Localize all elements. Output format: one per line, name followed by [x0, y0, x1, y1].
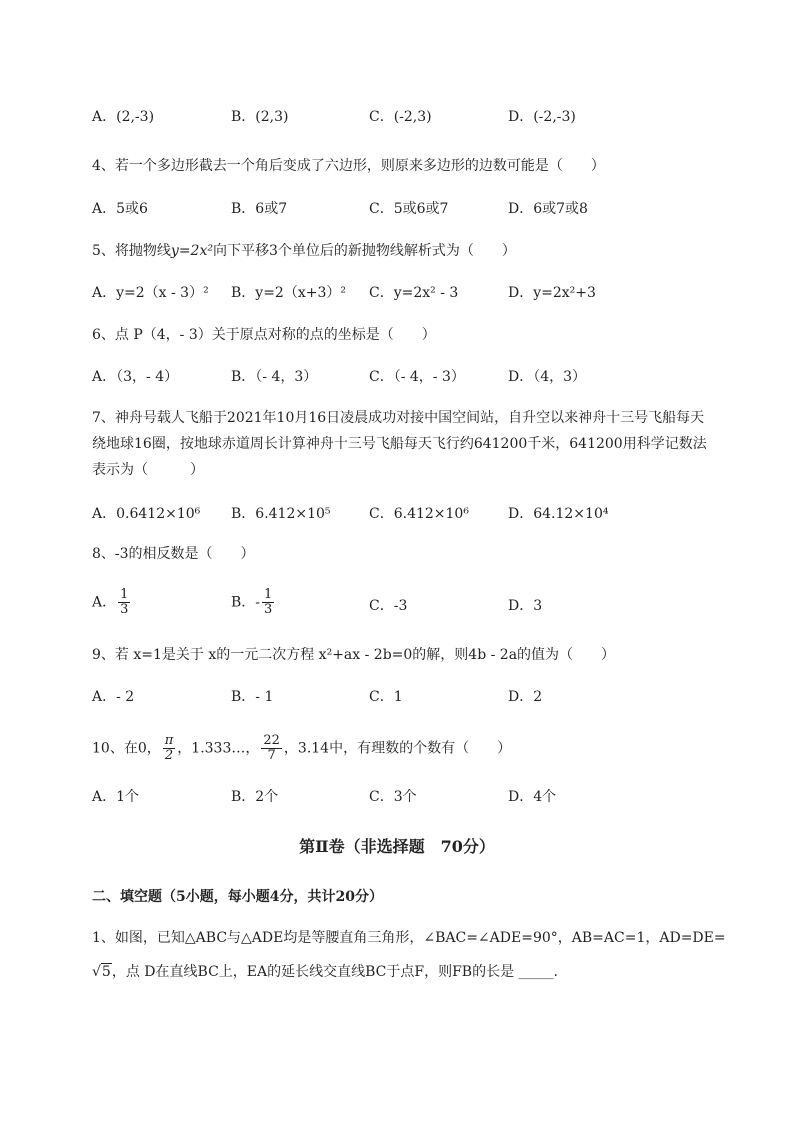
q10-fraction-denominator: 7: [267, 748, 276, 763]
q8-stem: 8、-3的相反数是（ ）: [92, 546, 255, 562]
q9-option-a: A．- 2: [92, 689, 135, 705]
q8-option-b-label: B．-: [231, 594, 261, 611]
q4-option-b: B．6或7: [231, 201, 288, 217]
q6-option-d: D．（4，3）: [508, 369, 587, 385]
q6-option-a: A．（3，- 4）: [92, 369, 179, 385]
q7-option-a: A．0.6412×10⁶: [92, 506, 201, 522]
q5-option-b: B．y=2（x+3）²: [231, 285, 346, 301]
q10-option-c: C．3个: [369, 789, 417, 805]
q9-option-b: B．- 1: [231, 689, 274, 705]
q5-option-c: C．y=2x² - 3: [369, 285, 459, 301]
q8-option-d: D．3: [508, 598, 543, 614]
q8-b-numerator: 1: [264, 587, 273, 602]
q8-a-numerator: 1: [120, 587, 129, 602]
q4-option-a: A．5或6: [92, 201, 148, 217]
q6-option-b: B．（- 4，3）: [231, 369, 318, 385]
q9-stem: 9、若 x=1是关于 x的一元二次方程 x²+ax - 2b=0的解，则4b - 2a的值为（ ）: [92, 647, 616, 663]
fill1-stem-line2: [92, 962, 558, 982]
q5-stem: [92, 241, 516, 261]
q10-option-a: A．1个: [92, 789, 140, 805]
q4-stem: 4、若一个多边形截去一个角后变成了六边形，则原来多边形的边数可能是（ ）: [92, 158, 605, 174]
q10-stem-post: ，3.14中，有理数的个数有（ ）: [283, 740, 512, 757]
q8-option-a: [92, 588, 132, 617]
q4-option-c: C．5或6或7: [369, 201, 449, 217]
q3-option-b: B．(2,3): [231, 109, 289, 125]
q5-option-a: A．y=2（x - 3）²: [92, 285, 209, 301]
q5-stem-pre: 5、将抛物线: [92, 243, 171, 259]
q6-option-c: C．（- 4，- 3）: [369, 369, 465, 385]
q5-option-d: D．y=2x²+3: [508, 285, 596, 301]
q8-option-c: C．-3: [369, 598, 408, 614]
q3-option-a: A．(2,-3): [92, 109, 155, 125]
q10-pi-numerator: π: [164, 733, 174, 748]
fill1-stem-line2-text: ，点 D在直线BC上，EA的延长线交直线BC于点F，则FB的长是 _____.: [111, 964, 558, 980]
q7-option-c: C．6.412×10⁶: [369, 506, 469, 522]
q7-stem-line1: 7、神舟号载人飞船于2021年10月16日凌晨成功对接中国空间站，自升空以来神舟十三号飞船每天: [92, 410, 705, 426]
q7-stem-line3: 表示为（ ）: [92, 462, 204, 478]
q8-option-b-fraction: [262, 588, 274, 617]
q10-stem-pre: 10、在0，: [92, 740, 161, 757]
q10-stem-mid: ，1.333…，: [177, 740, 260, 757]
q3-option-d: D．(-2,-3): [508, 109, 576, 125]
q9-option-c: C．1: [369, 689, 403, 705]
q6-stem: 6、点 P（4，- 3）关于原点对称的点的坐标是（ ）: [92, 327, 436, 343]
q10-fraction-numerator: 22: [263, 733, 280, 748]
sqrt-symbol: √5: [92, 964, 111, 980]
fill1-stem-line1: 1、如图，已知△ABC与△ADE均是等腰直角三角形，∠BAC=∠ADE=90°，AB=AC=1，AD=DE=: [92, 930, 726, 946]
q5-stem-post: 向下平移3个单位后的新抛物线解析式为（ ）: [212, 243, 516, 259]
section-header-fill-in: 二、填空题（5小题，每小题4分，共计20分）: [92, 889, 383, 905]
q5-stem-func: y=2x²: [170, 243, 213, 259]
q10-pi-denominator: 2: [164, 748, 174, 763]
q8-option-a-fraction: [118, 588, 130, 617]
q4-option-d: D．6或7或8: [508, 201, 588, 217]
q10-fraction: [261, 734, 282, 763]
q10-stem: [92, 734, 511, 763]
q9-option-d: D．2: [508, 689, 543, 705]
q3-option-c: C．(-2,3): [369, 109, 432, 125]
q8-option-b: [231, 588, 276, 617]
q8-option-a-label: A．: [92, 594, 117, 611]
part2-title: 第Ⅱ卷（非选择题 70分）: [299, 837, 495, 856]
sqrt-radicand: 5: [101, 964, 111, 980]
q10-option-d: D．4个: [508, 789, 557, 805]
q7-option-d: D．64.12×10⁴: [508, 506, 609, 522]
q10-pi-fraction: [163, 734, 176, 763]
q7-stem-line2: 绕地球16圈，按地球赤道周长计算神舟十三号飞船每天飞行约641200千米，641200用科学记数法: [92, 436, 707, 452]
q10-option-b: B．2个: [231, 789, 279, 805]
q8-a-denominator: 3: [120, 602, 129, 617]
q8-b-denominator: 3: [264, 602, 273, 617]
q7-option-b: B．6.412×10⁵: [231, 506, 331, 522]
